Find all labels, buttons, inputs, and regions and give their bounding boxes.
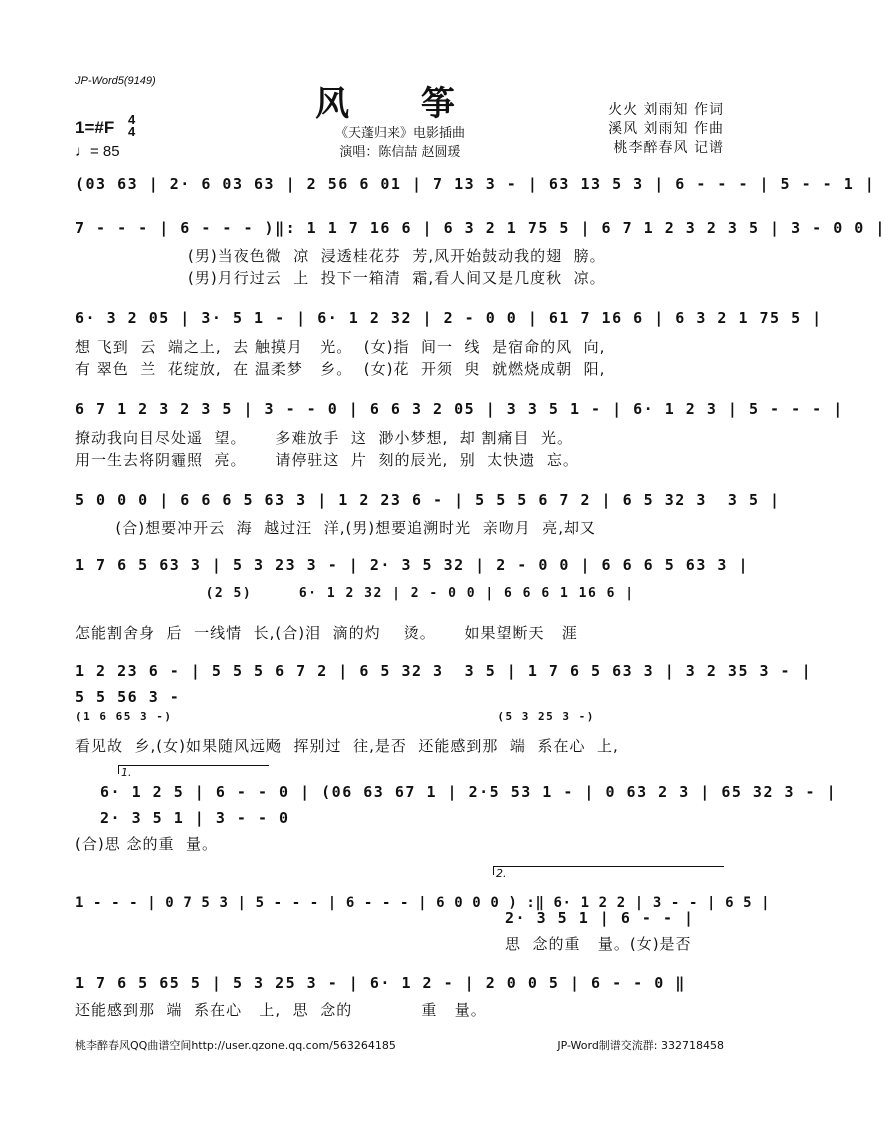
system-8-lyric-1: (合)思 念的重 量。 — [75, 835, 219, 853]
system-2-lyric-1: (男)当夜色微 凉 浸透桂花芬 芳,风开始鼓动我的翅 膀。 — [188, 247, 606, 265]
song-title: 风 筝 — [315, 84, 485, 124]
system-2-notes: 7 - - - | 6 - - - )‖: 1 1 7 16 6 | 6 3 2 1 75 5 | 6 7 1 2 3 2 3 5 | 3 - 0 0 | — [75, 219, 886, 237]
system-7-lyric-1: 看见故 乡,(女)如果随风远飏 挥别过 往,是否 还能感到那 端 系在心 上, — [75, 737, 619, 755]
singers: 演唱：陈信喆 赵圆瑗 — [339, 145, 461, 160]
system-2-lyric-2: (男)月行过云 上 投下一箱清 霜,看人间又是几度秋 凉。 — [188, 269, 606, 287]
system-6-lyric-1: 怎能割舍身 后 一线情 长,(合)泪 滴的灼 烫。 如果望断天 涯 — [75, 624, 578, 642]
volta-1-label: 1. — [121, 766, 132, 779]
time-signature — [128, 114, 135, 138]
footer-right: JP-Word制谱交流群: 332718458 — [557, 1039, 724, 1052]
key-signature: 1=#F — [75, 118, 115, 137]
system-9-notes: 1 - - - | 0 7 5 3 | 5 - - - | 6 - - - | 6 0 0 0 ) :‖ 6· 1 2 2 | 3 - - | 6 5 | — [75, 895, 771, 911]
composer-credit: 溪风 刘雨知 作曲 — [608, 121, 724, 137]
system-5-lyric-1: (合)想要冲开云 海 越过汪 洋,(男)想要追溯时光 亲吻月 亮,却又 — [75, 519, 597, 537]
system-4-lyric-1: 撩动我向目尽处遥 望。 多难放手 这 渺小梦想, 却 割痛目 光。 — [75, 429, 574, 447]
meter-top: 4 — [128, 112, 136, 127]
system-5-notes: 5 0 0 0 | 6 6 6 5 63 3 | 1 2 23 6 - | 5 5 5 6 7 2 | 6 5 32 3 3 5 | — [75, 491, 781, 509]
system-3-lyric-2: 有 翠色 兰 花绽放, 在 温柔梦 乡。 (女)花 开须 臾 就燃烧成朝 阳, — [75, 360, 606, 378]
tempo-mark: ♩= 85 — [75, 143, 120, 160]
system-3-lyric-1: 想 飞到 云 端之上, 去 触摸月 光。 (女)指 间一 线 是宿命的风 向, — [75, 338, 606, 356]
system-4-notes: 6 7 1 2 3 2 3 5 | 3 - - 0 | 6 6 3 2 05 | 3 3 5 1 - | 6· 1 2 3 | 5 - - - | — [75, 400, 844, 418]
volta-2-bracket — [493, 866, 724, 875]
system-10-notes: 1 7 6 5 65 5 | 5 3 25 3 - | 6· 1 2 - | 2 0 0 5 | 6 - - 0 ‖ — [75, 974, 686, 992]
volta-2-label: 2. — [496, 867, 507, 880]
system-6-notes: 1 7 6 5 63 3 | 5 3 23 3 - | 2· 3 5 32 | 2 - 0 0 | 6 6 6 5 63 3 | — [75, 556, 749, 574]
system-8-notes: 6· 1 2 5 | 6 - - 0 | (06 63 67 1 | 2·5 53 1 - | 0 63 2 3 | 65 32 3 - | — [100, 783, 838, 801]
footer-left: 桃李醉春风QQ曲谱空间http://user.qzone.qq.com/563264185 — [75, 1039, 396, 1052]
system-7-notes: 1 2 23 6 - | 5 5 5 6 7 2 | 6 5 32 3 3 5 | 1 7 6 5 63 3 | 3 2 35 3 - | — [75, 662, 813, 680]
subtitle: 《天蓬归来》电影插曲 — [334, 126, 465, 141]
system-1-notes: (03 63 | 2· 6 03 63 | 2 56 6 01 | 7 13 3 - | 63 13 5 3 | 6 - - - | 5 - - 1 | — [75, 175, 876, 193]
system-4-lyric-2: 用一生去将阴霾照 亮。 请停驻这 片 刻的辰光, 别 太快遗 忘。 — [75, 451, 579, 469]
system-7-notes-lower: 5 5 56 3 - — [75, 688, 181, 706]
system-10-lyric-1: 还能感到那 端 系在心 上, 思 念的 重 量。 — [75, 1001, 487, 1019]
system-6-notes-lower: (2 5) 6· 1 2 32 | 2 - 0 0 | 6 6 6 1 16 6 | — [75, 586, 635, 601]
system-8-notes-lower: 2· 3 5 1 | 3 - - 0 — [100, 809, 290, 827]
system-7-notes-extra: (1 6 65 3 -) (5 3 25 3 -) — [75, 710, 595, 723]
volta-1-bracket — [118, 765, 269, 774]
system-9-lyric-1: 思 念的重 量。(女)是否 — [505, 935, 692, 953]
edition-tag: JP-Word5(9149) — [75, 75, 156, 87]
system-9-notes-lower: 2· 3 5 1 | 6 - - | — [505, 909, 695, 927]
lyricist-credit: 火火 刘雨知 作词 — [608, 102, 724, 118]
transcriber-credit: 桃李醉春风 记谱 — [613, 140, 724, 156]
system-3-notes: 6· 3 2 05 | 3· 5 1 - | 6· 1 2 32 | 2 - 0 0 | 61 7 16 6 | 6 3 2 1 75 5 | — [75, 309, 823, 327]
meter-bottom: 4 — [128, 124, 136, 139]
